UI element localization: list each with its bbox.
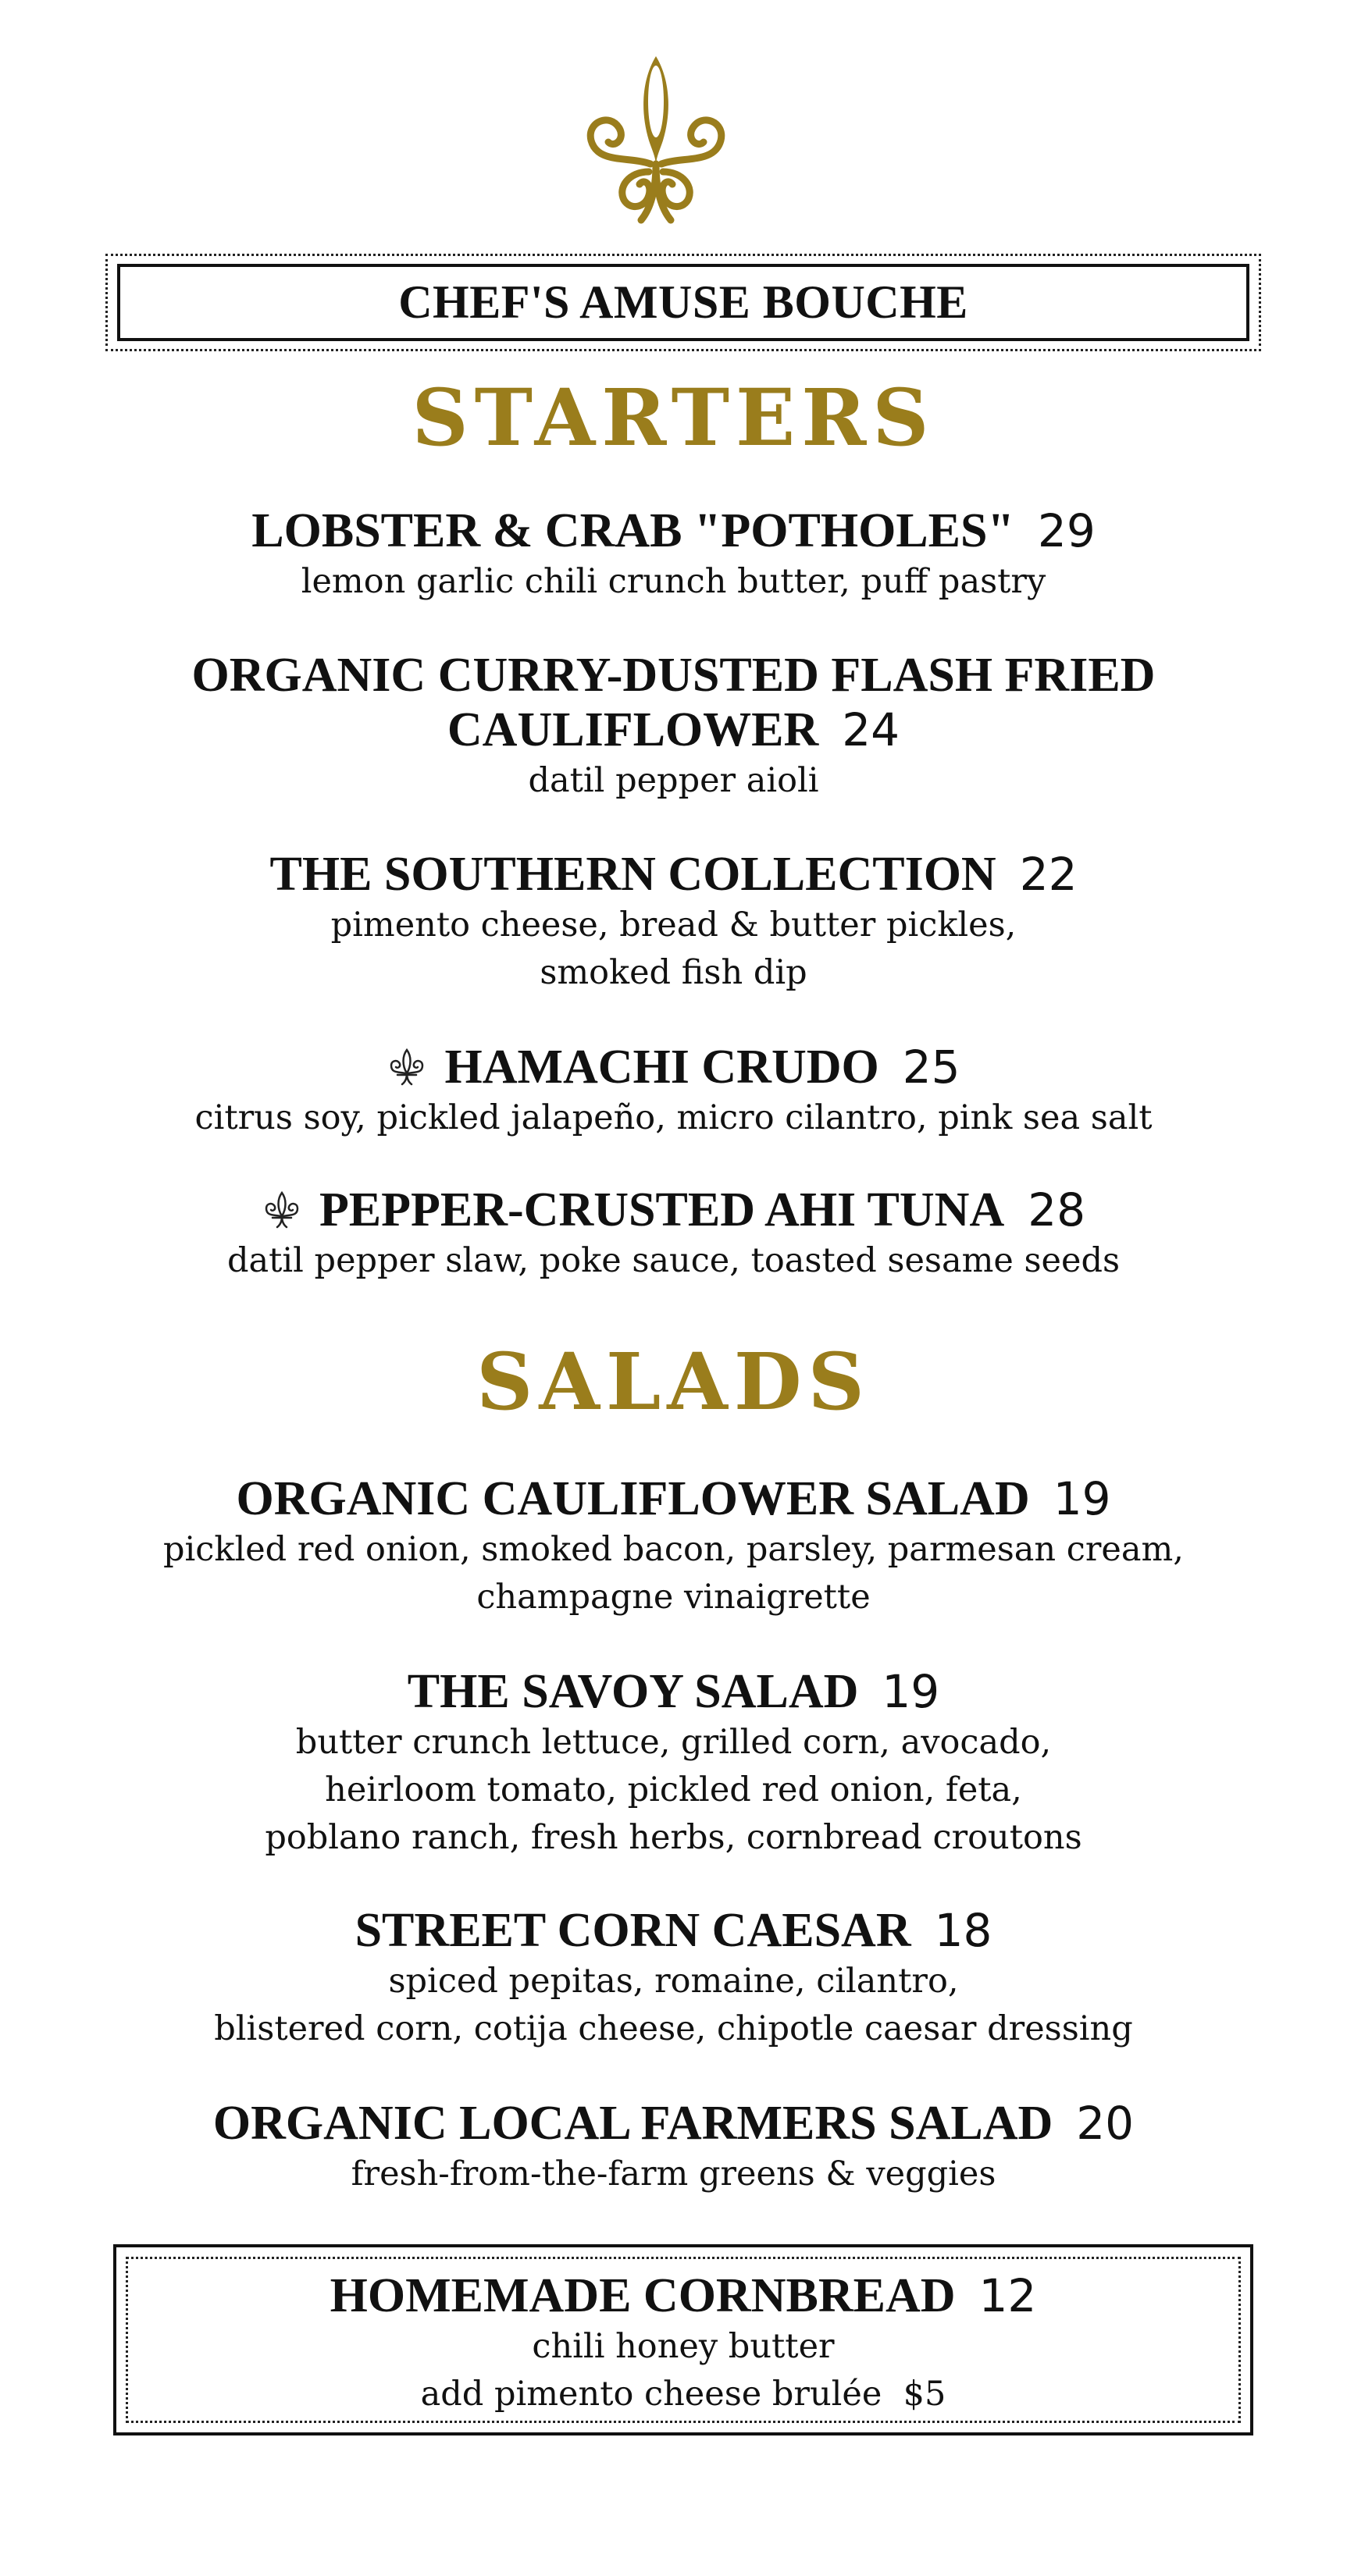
item-price: 18 <box>934 1904 992 1957</box>
item-name: LOBSTER & CRAB "POTHOLES" <box>251 504 1014 557</box>
item-description: champagne vinaigrette <box>476 1578 871 1617</box>
item-description: poblano ranch, fresh herbs, cornbread croutons <box>265 1818 1082 1857</box>
starters-heading: STARTERS <box>412 372 935 464</box>
menu-item <box>47 1183 1300 1285</box>
item-price: 12 <box>978 2269 1037 2322</box>
amuse-bouche-label: CHEF'S AMUSE BOUCHE <box>398 276 968 328</box>
item-name: ORGANIC CAULIFLOWER SALAD <box>236 1472 1030 1525</box>
item-description: fresh-from-the-farm greens & veggies <box>351 2154 996 2194</box>
item-price: 20 <box>1076 2097 1135 2150</box>
item-addon: add pimento cheese brulée $5 <box>420 2375 946 2414</box>
item-price: 22 <box>1019 848 1078 901</box>
item-description: citrus soy, pickled jalapeño, micro cilantro, pink sea salt <box>194 1098 1153 1137</box>
item-description: heirloom tomato, pickled red onion, feta, <box>325 1770 1022 1809</box>
item-description: datil pepper slaw, poke sauce, toasted sesame seeds <box>226 1241 1121 1280</box>
item-description: datil pepper aioli <box>528 761 819 800</box>
item-name: HOMEMADE CORNBREAD <box>330 2269 956 2322</box>
item-description: pimento cheese, bread & butter pickles, <box>330 906 1017 945</box>
item-name: THE SOUTHERN COLLECTION <box>269 848 996 901</box>
item-name: STREET CORN CAESAR <box>355 1904 911 1957</box>
menu-item <box>47 2096 1300 2198</box>
item-description: butter crunch lettuce, grilled corn, avocado, <box>295 1723 1052 1762</box>
amuse-bouche-box <box>105 254 1261 351</box>
menu-item <box>47 503 1300 606</box>
menu-item <box>47 1903 1300 2053</box>
item-description: chili honey butter <box>532 2327 835 2366</box>
menu-item <box>128 2268 1238 2418</box>
item-name-line-2: CAULIFLOWER <box>447 703 819 756</box>
item-price: 19 <box>882 1665 940 1718</box>
menu-item <box>47 1664 1300 1862</box>
fleur-de-lis-icon <box>387 1047 427 1087</box>
fleur-de-lis-icon <box>262 1190 302 1230</box>
item-price: 28 <box>1028 1183 1086 1236</box>
item-name: HAMACHI CRUDO <box>444 1041 879 1094</box>
item-price: 29 <box>1037 504 1096 557</box>
item-name: PEPPER-CRUSTED AHI TUNA <box>319 1183 1005 1236</box>
menu-item <box>47 847 1300 997</box>
item-description: blistered corn, cotija cheese, chipotle caesar dressing <box>214 2009 1133 2048</box>
item-description: smoked fish dip <box>540 953 807 992</box>
fleur-de-lis-icon <box>574 47 738 226</box>
menu-item <box>47 648 1300 805</box>
item-name: ORGANIC CURRY-DUSTED FLASH FRIED <box>191 649 1156 702</box>
menu-item <box>47 1471 1300 1621</box>
item-price: 25 <box>902 1041 960 1094</box>
item-price: 19 <box>1053 1472 1111 1525</box>
cornbread-box <box>113 2244 1253 2435</box>
salads-heading: SALADS <box>476 1336 871 1428</box>
item-name: THE SAVOY SALAD <box>407 1665 859 1718</box>
item-description: spiced pepitas, romaine, cilantro, <box>388 1962 959 2001</box>
item-name: ORGANIC LOCAL FARMERS SALAD <box>212 2097 1053 2150</box>
item-description: lemon garlic chili crunch butter, puff pastry <box>301 562 1046 601</box>
item-price: 24 <box>842 703 900 756</box>
item-description: pickled red onion, smoked bacon, parsley, parmesan cream, <box>163 1530 1184 1569</box>
menu-item <box>47 1040 1300 1142</box>
